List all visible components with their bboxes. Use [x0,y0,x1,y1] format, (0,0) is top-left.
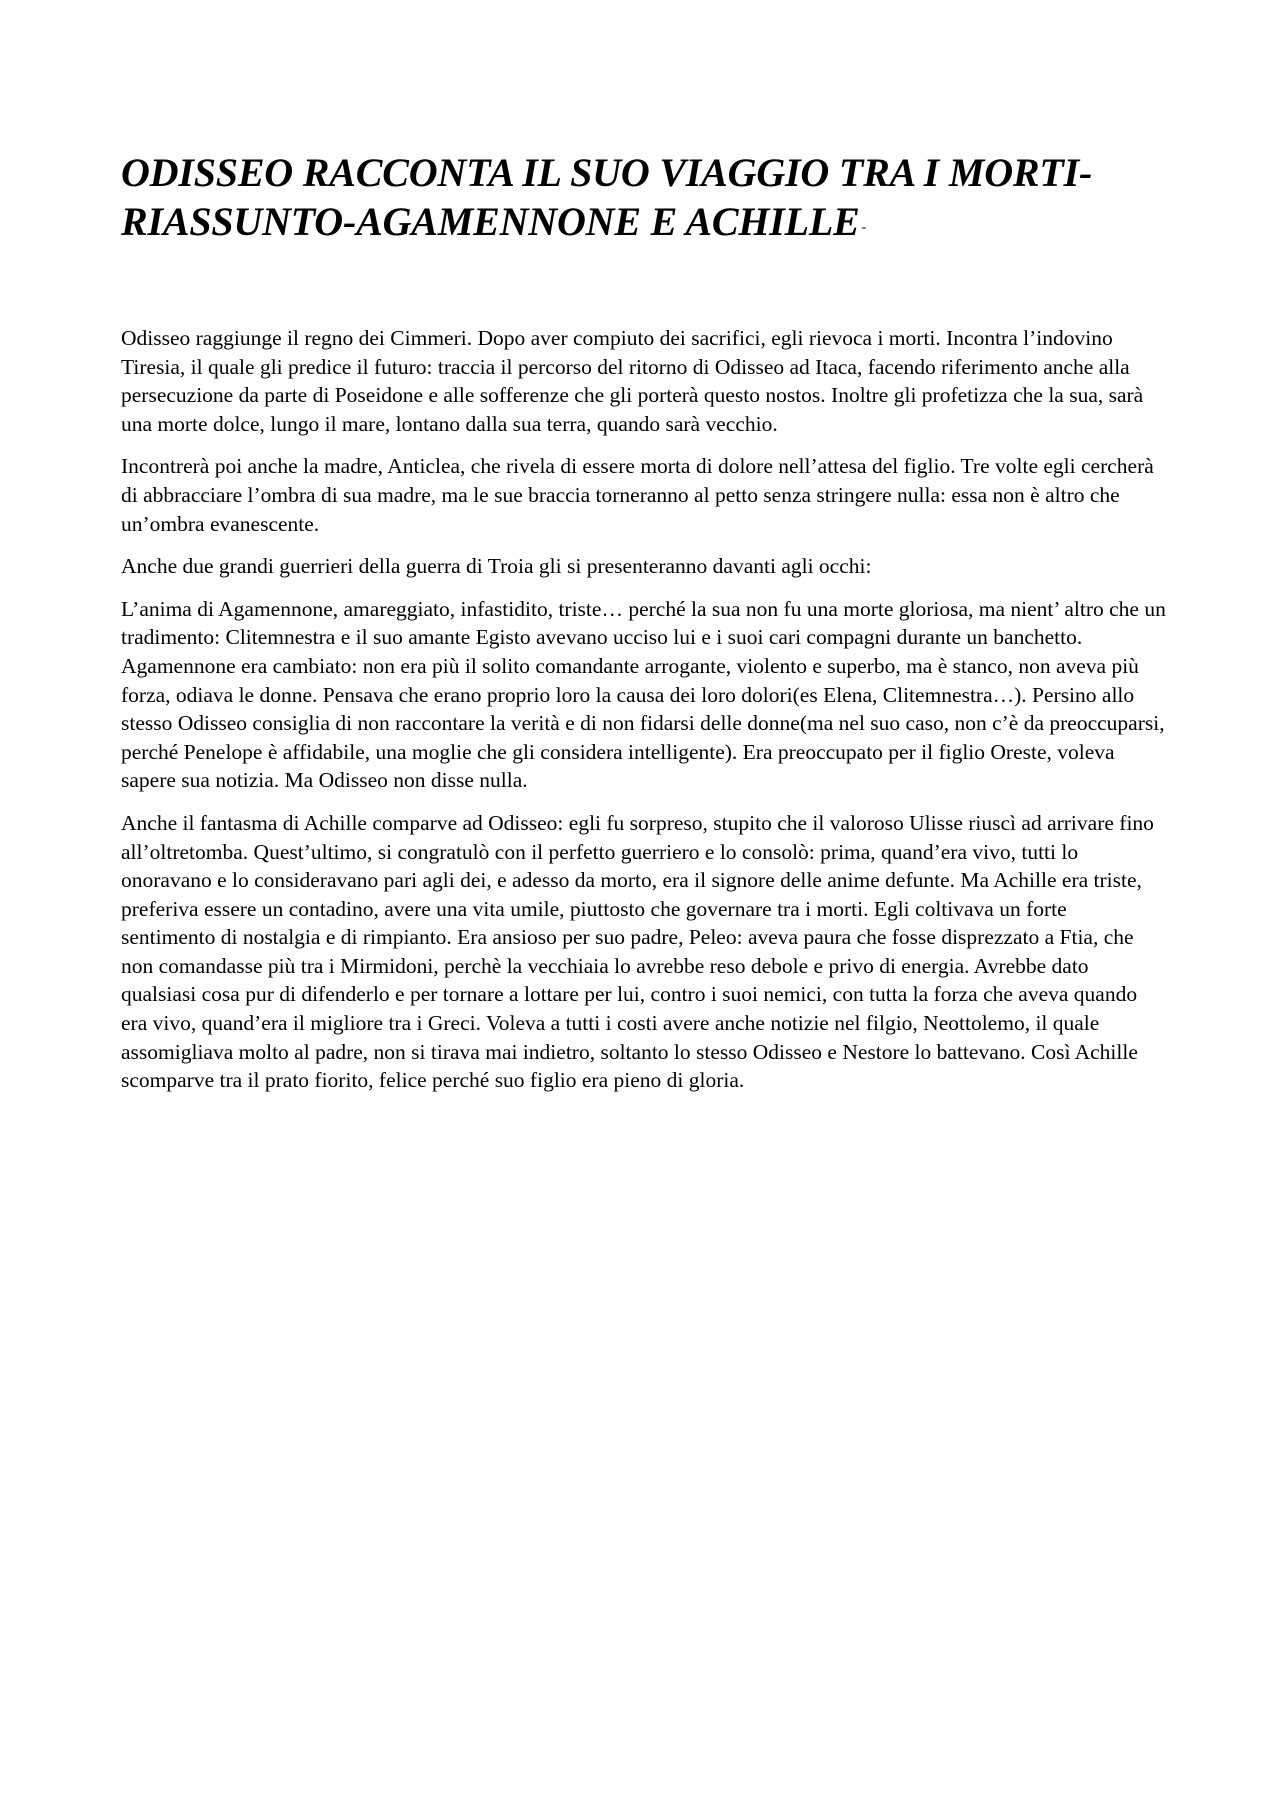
document-title [121,148,1166,252]
document-body [121,324,1166,1095]
paragraph-agamennone: L’anima di Agamennone, amareggiato, infastidito, triste… perché la sua non fu una morte gloriosa, ma nient’ altro che un tradimento: Clitemnestra e il suo amante Egisto avevano ucciso lui e i suoi cari compagni durante un banchetto. Agamennone era cambiato: non era più il solito comandante arrogante, violento e superbo, ma è stanco, non aveva più forza, odiava le donne. Pensava che erano proprio loro la causa dei loro dolori(es Elena, Clitemnestra…). Persino allo stesso Odisseo consiglia di non raccontare la verità e di non fidarsi delle donne(ma nel suo caso, non c’è da preoccuparsi, perché Penelope è affidabile, una moglie che gli considera intelligente). Era preoccupato per il figlio Oreste, voleva sapere sua notizia. Ma Odisseo non disse nulla. [121,596,1166,793]
paragraph-anticlea: Incontrerà poi anche la madre, Anticlea, che rivela di essere morta di dolore nell’attesa del figlio. Tre volte egli cercherà di abbracciare l’ombra di sua madre, ma le sue braccia torneranno al petto senza stringere nulla: essa non è altro che un’ombra evanescente. [121,454,1154,536]
title-text: ODISSEO RACCONTA IL SUO VIAGGIO TRA I MORTI-RIASSUNTO-AGAMENNONE E ACHILLE [121,150,1093,244]
title-suffix: - [861,220,867,235]
paragraph-tiresia: Odisseo raggiunge il regno dei Cimmeri. Dopo aver compiuto dei sacrifici, egli rievoca i morti. Incontra l’indovino Tiresia, il quale gli predice il futuro: traccia il percorso del ritorno di Odisseo ad Itaca, facendo riferimento anche alla persecuzione da parte di Poseidone e alle sofferenze che gli porterà questo nostos. Inoltre gli profetizza che la sua, sarà una morte dolce, lungo il mare, lontano dalla sua terra, quando sarà vecchio. [121,326,1144,436]
paragraph-guerrieri: Anche due grandi guerrieri della guerra di Troia gli si presenteranno davanti agli occhi: [121,554,872,579]
document-content [121,148,1166,1109]
paragraph-achille: Anche il fantasma di Achille comparve ad Odisseo: egli fu sorpreso, stupito che il valoroso Ulisse riuscì ad arrivare fino all’oltretomba. Quest’ultimo, si congratulò con il perfetto guerriero e lo consolò: prima, quand’era vivo, tutti lo onoravano e lo consideravano pari agli dei, e adesso da morto, era il signore delle anime defunte. Ma Achille era triste, preferiva essere un contadino, avere una vita umile, piuttosto che governare tra i morti. Egli coltivava un forte sentimento di nostalgia e di rimpianto. Era ansioso per suo padre, Peleo: aveva paura che fosse disprezzato a Ftia, che non comandasse più tra i Mirmidoni, perchè la vecchiaia lo avrebbe reso debole e privo di energia. Avrebbe dato qualsiasi cosa pur di difenderlo e per tornare a lottare per lui, contro i suoi nemici, con tutta la forza che aveva quando era vivo, quand’era il migliore tra i Greci. Voleva a tutti i costi avere anche notizie nel filgio, Neottolemo, il quale assomigliava molto al padre, non si tirava mai indietro, soltanto lo stesso Odisseo e Nestore lo battevano. Così Achille scomparve tra il prato fiorito, felice perché suo figlio era pieno di gloria. [121,810,1154,1093]
